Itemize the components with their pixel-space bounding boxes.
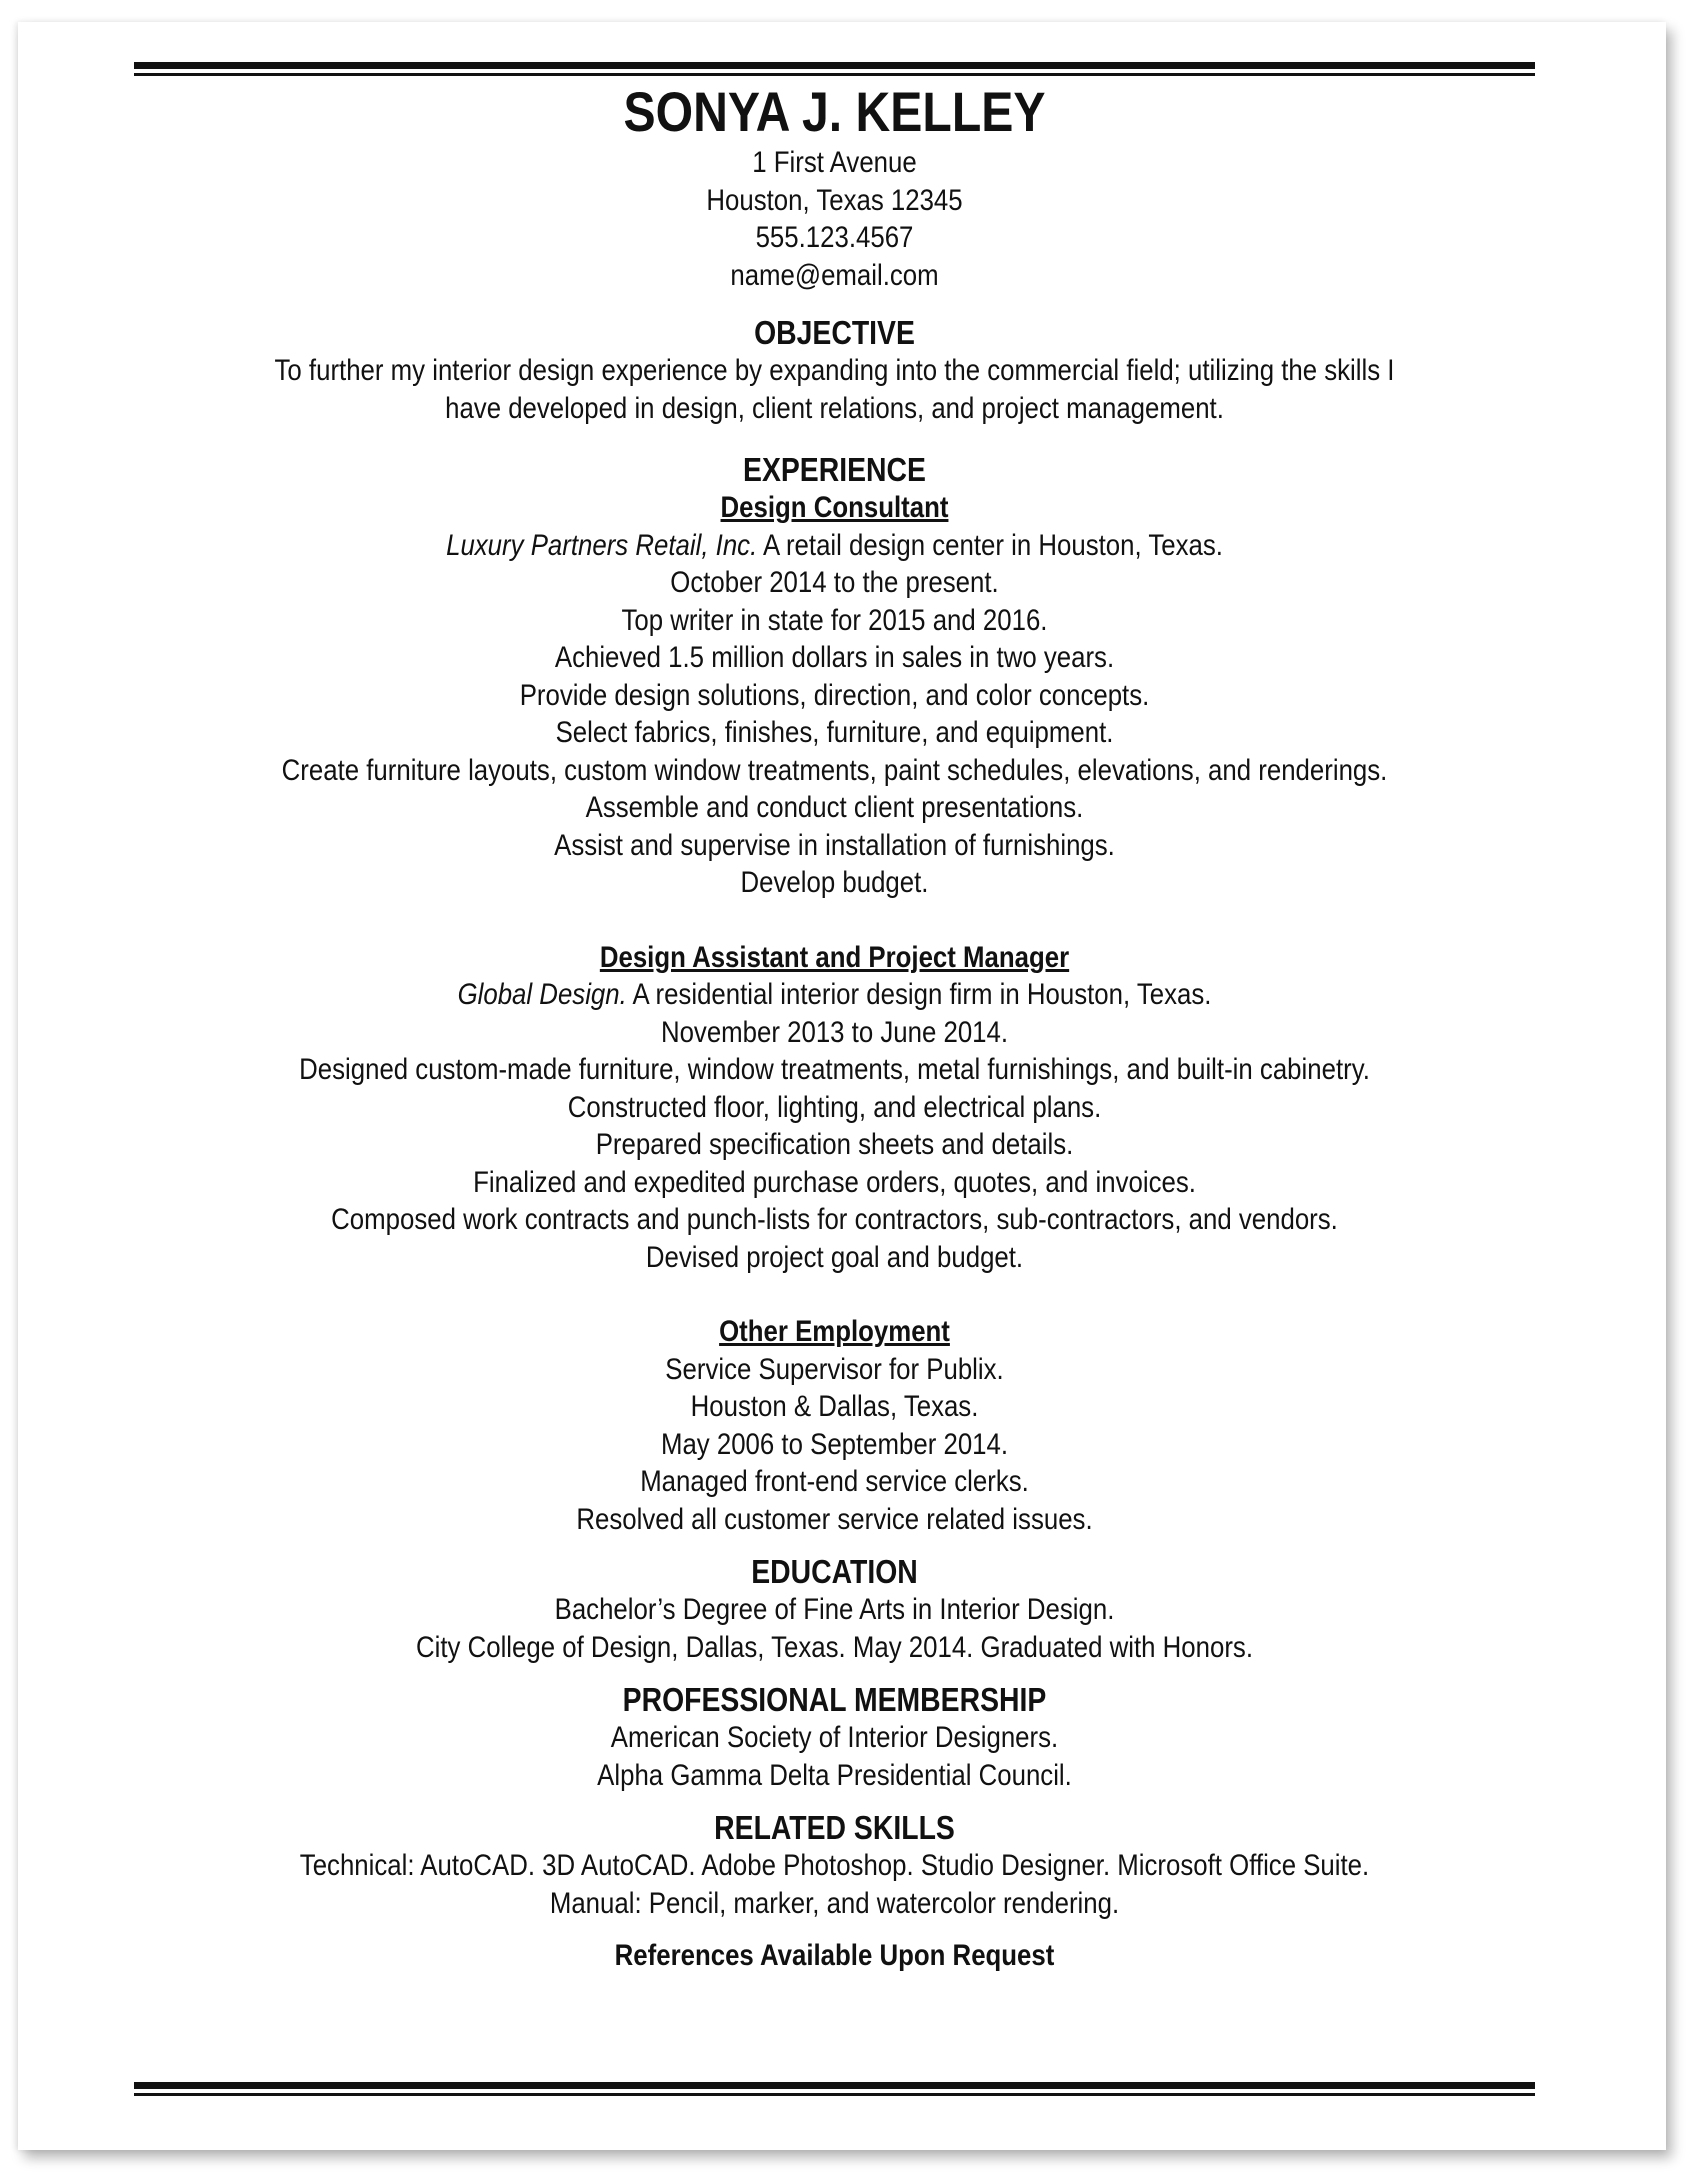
job-detail: Devised project goal and budget. [645,1240,1024,1274]
job-detail: Houston & Dallas, Texas. [690,1390,979,1423]
job-detail: Prepared specification sheets and details. [595,1128,1074,1161]
job-detail: May 2006 to September 2014. [660,1427,1009,1461]
job-detail: Provide design solutions, direction, and color concepts. [519,678,1150,712]
resume-content [232,80,1437,1975]
candidate-name: SONYA J. KELLEY [623,80,1046,143]
job-title-design-consultant: Design Consultant [720,491,949,524]
job-detail: Create furniture layouts, custom window treatments, paint schedules, elevations, and renderings. [281,753,1388,787]
job-detail: Resolved all customer service related issues. [576,1502,1093,1536]
job-detail: Assemble and conduct client presentations. [585,791,1084,824]
education-line: Bachelor’s Degree of Fine Arts in Interior Design. [554,1593,1115,1626]
phone-number: 555.123.4567 [755,221,914,254]
skills-heading: RELATED SKILLS [714,1809,955,1846]
bottom-double-rule [134,2082,1535,2096]
email-address: name@email.com [730,258,939,292]
company-description: A retail design center in Houston, Texas. [757,528,1223,562]
education-line: City College of Design, Dallas, Texas. May 2014. Graduated with Honors. [415,1630,1253,1664]
job-detail: Select fabrics, finishes, furniture, and equipment. [555,716,1114,749]
job-detail: Service Supervisor for Publix. [665,1352,1004,1386]
education-heading: EDUCATION [751,1553,918,1590]
company-name: Luxury Partners Retail, Inc. [446,528,758,562]
job-company-line [232,527,1437,565]
company-name: Global Design. [457,978,627,1011]
job-company-line [232,976,1437,1014]
objective-line: have developed in design, client relations, and project management. [445,391,1224,425]
top-double-rule [134,62,1535,76]
objective-line: To further my interior design experience by expanding into the commercial field; utilizing the skills I [274,354,1395,387]
job-detail: Designed custom-made furniture, window treatments, metal furnishings, and built-in cabinetry. [299,1053,1370,1086]
membership-heading: PROFESSIONAL MEMBERSHIP [622,1681,1047,1718]
references-note: References Available Upon Request [614,1939,1055,1972]
job-detail: October 2014 to the present. [670,566,999,599]
job-title-other-employment: Other Employment [719,1315,950,1348]
job-detail: Develop budget. [740,866,929,899]
skills-line: Technical: AutoCAD. 3D AutoCAD. Adobe Photoshop. Studio Designer. Microsoft Office Suite. [299,1849,1370,1882]
job-detail: Finalized and expedited purchase orders, quotes, and invoices. [473,1165,1196,1199]
membership-line: Alpha Gamma Delta Presidential Council. [597,1758,1072,1792]
job-detail: Top writer in state for 2015 and 2016. [621,603,1048,637]
address-line-1: 1 First Avenue [752,146,917,179]
job-title-design-assistant: Design Assistant and Project Manager [599,940,1070,974]
job-detail: Managed front-end service clerks. [640,1465,1029,1498]
job-detail: Assist and supervise in installation of furnishings. [554,828,1115,862]
job-detail: Constructed floor, lighting, and electrical plans. [567,1090,1102,1124]
skills-line: Manual: Pencil, marker, and watercolor rendering. [549,1886,1120,1920]
job-detail: Achieved 1.5 million dollars in sales in two years. [554,641,1115,674]
resume-page [18,22,1666,2150]
objective-heading: OBJECTIVE [754,314,915,351]
job-detail: Composed work contracts and punch-lists for contractors, sub-contractors, and vendors. [331,1203,1338,1236]
job-detail: November 2013 to June 2014. [660,1015,1009,1049]
address-line-2: Houston, Texas 12345 [706,183,963,217]
membership-line: American Society of Interior Designers. [610,1721,1059,1754]
experience-heading: EXPERIENCE [743,451,926,488]
company-description: A residential interior design firm in Houston, Texas. [626,978,1212,1011]
